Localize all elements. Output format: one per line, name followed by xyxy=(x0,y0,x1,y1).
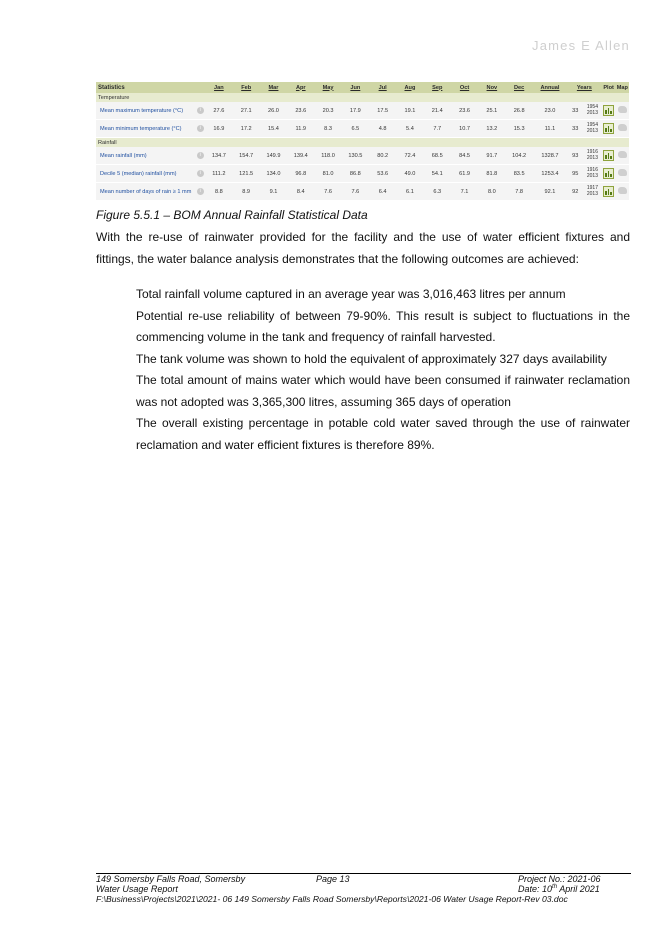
table-cell: 61.9 xyxy=(451,165,478,183)
list-item xyxy=(96,370,630,413)
years-count: 92 xyxy=(567,183,583,201)
table-cell: 53.6 xyxy=(369,165,396,183)
table-cell: 25.1 xyxy=(478,102,505,120)
table-cell: 7.6 xyxy=(342,183,369,201)
years-count: 95 xyxy=(567,165,583,183)
table-cell: 118.0 xyxy=(314,147,341,165)
table-cell: 20.3 xyxy=(314,102,341,120)
table-cell: 13.2 xyxy=(478,120,505,138)
intro-paragraph: With the re-use of rainwater provided for the facility and the use of water efficient fixtures and fittings, the water balance analysis demonstrates that the following outcomes are achieved: xyxy=(96,230,630,266)
range-end: 2013 xyxy=(586,127,598,134)
table-cell: 72.4 xyxy=(396,147,423,165)
table-title: Statistics xyxy=(98,84,125,91)
row-label-link[interactable]: Mean maximum temperature (°C) xyxy=(96,102,195,120)
table-cell: 80.2 xyxy=(369,147,396,165)
map-cell xyxy=(616,183,629,201)
table-cell: 86.8 xyxy=(342,165,369,183)
years-count: 93 xyxy=(567,147,583,165)
section-label: Temperature xyxy=(96,93,629,102)
table-cell: 27.1 xyxy=(233,102,260,120)
table-cell: 17.5 xyxy=(369,102,396,120)
footer-project-number: Project No.: 2021-06 xyxy=(518,874,601,884)
table-cell: 8.0 xyxy=(478,183,505,201)
table-cell: 96.8 xyxy=(287,165,314,183)
row-label-link[interactable]: Decile 5 (median) rainfall (mm) xyxy=(96,165,195,183)
month-header-sep[interactable]: Sep xyxy=(432,84,443,91)
footer-page-number: Page 13 xyxy=(316,874,350,884)
footer-date: Date: 10th April 2021 xyxy=(518,884,600,894)
info-icon[interactable]: i xyxy=(197,170,204,177)
table-cell: 23.6 xyxy=(451,102,478,120)
table-cell: 8.8 xyxy=(205,183,232,201)
table-cell: 21.4 xyxy=(424,102,451,120)
table-cell: 8.3 xyxy=(314,120,341,138)
plot-header: Plot xyxy=(603,84,614,91)
map-header: Map xyxy=(616,84,628,91)
list-item xyxy=(96,284,630,306)
bar-chart-icon[interactable] xyxy=(603,105,614,116)
bar-chart-icon[interactable] xyxy=(603,186,614,197)
month-header-oct[interactable]: Oct xyxy=(459,84,470,91)
info-cell xyxy=(195,165,205,183)
years-count: 33 xyxy=(567,120,583,138)
years-header[interactable]: Years xyxy=(576,84,592,91)
month-header-jan[interactable]: Jan xyxy=(214,84,224,91)
table-cell: 9.1 xyxy=(260,183,287,201)
row-label-link[interactable]: Mean minimum temperature (°C) xyxy=(96,120,195,138)
info-cell xyxy=(195,120,205,138)
figure-caption: Figure 5.5.1 – BOM Annual Rainfall Statistical Data xyxy=(96,208,368,222)
list-item-text: Potential re-use reliability of between 79-90%. This result is subject to fluctuations in the commencing volume in the tank and frequency of rainfall harvested. xyxy=(136,308,630,344)
range-start: 1916 xyxy=(586,149,598,155)
plot-cell xyxy=(602,183,616,201)
table-cell: 104.2 xyxy=(505,147,532,165)
list-item-text: The overall existing percentage in potable cold water saved through the use of rainwater reclamation and water efficient fixtures is therefore 89%. xyxy=(136,416,630,452)
table-cell: 49.0 xyxy=(396,165,423,183)
table-cell: 84.5 xyxy=(451,147,478,165)
bar-chart-icon[interactable] xyxy=(603,150,614,161)
row-label-link[interactable]: Mean number of days of rain ≥ 1 mm xyxy=(96,183,195,201)
table-cell: 121.5 xyxy=(233,165,260,183)
annual-value: 1328.7 xyxy=(533,147,567,165)
range-end: 2013 xyxy=(586,109,598,116)
table-cell: 17.2 xyxy=(233,120,260,138)
table-cell: 68.5 xyxy=(424,147,451,165)
plot-cell xyxy=(602,165,616,183)
info-icon[interactable]: i xyxy=(197,107,204,114)
plot-cell xyxy=(602,147,616,165)
range-start: 1954 xyxy=(586,104,598,110)
range-start: 1917 xyxy=(586,185,598,191)
table-cell: 6.4 xyxy=(369,183,396,201)
table-cell: 154.7 xyxy=(233,147,260,165)
range-end: 2013 xyxy=(586,172,598,179)
australia-map-icon[interactable] xyxy=(618,106,627,113)
table-row xyxy=(96,147,629,165)
table-cell: 5.4 xyxy=(396,120,423,138)
list-item xyxy=(96,306,630,349)
years-range xyxy=(583,120,601,138)
list-item xyxy=(96,413,630,456)
month-header-mar[interactable]: Mar xyxy=(268,84,279,91)
table-cell: 8.4 xyxy=(287,183,314,201)
australia-map-icon[interactable] xyxy=(618,151,627,158)
table-cell: 111.2 xyxy=(205,165,232,183)
month-header-apr[interactable]: Apr xyxy=(295,84,306,91)
table-cell: 54.1 xyxy=(424,165,451,183)
footer-address: 149 Somersby Falls Road, Somersby xyxy=(96,874,246,884)
australia-map-icon[interactable] xyxy=(618,169,627,176)
map-cell xyxy=(616,102,629,120)
table-section-row xyxy=(96,93,629,102)
table-cell: 16.9 xyxy=(205,120,232,138)
range-start: 1954 xyxy=(586,122,598,128)
map-cell xyxy=(616,165,629,183)
info-icon[interactable]: i xyxy=(197,152,204,159)
table-cell: 139.4 xyxy=(287,147,314,165)
table-cell: 81.0 xyxy=(314,165,341,183)
month-header-jul[interactable]: Jul xyxy=(378,84,387,91)
table-cell: 91.7 xyxy=(478,147,505,165)
table-cell: 6.1 xyxy=(396,183,423,201)
years-count: 33 xyxy=(567,102,583,120)
annual-value: 23.0 xyxy=(533,102,567,120)
table-cell: 19.1 xyxy=(396,102,423,120)
table-cell: 8.9 xyxy=(233,183,260,201)
list-item-text: Total rainfall volume captured in an average year was 3,016,463 litres per annum xyxy=(136,287,566,301)
table-row xyxy=(96,120,629,138)
map-cell xyxy=(616,120,629,138)
annual-value: 11.1 xyxy=(533,120,567,138)
plot-cell xyxy=(602,120,616,138)
table-cell: 15.4 xyxy=(260,120,287,138)
annual-value: 92.1 xyxy=(533,183,567,201)
month-header-dec[interactable]: Dec xyxy=(514,84,525,91)
table-cell: 81.8 xyxy=(478,165,505,183)
footer-report-title: Water Usage Report xyxy=(96,884,178,894)
table-row xyxy=(96,183,629,201)
section-label: Rainfall xyxy=(96,138,629,148)
list-item-text: The tank volume was shown to hold the equivalent of approximately 327 days availability xyxy=(136,351,607,366)
month-header-feb[interactable]: Feb xyxy=(241,84,252,91)
range-start: 1916 xyxy=(586,167,598,173)
table-cell: 26.0 xyxy=(260,102,287,120)
table-cell: 7.8 xyxy=(505,183,532,201)
month-header-aug[interactable]: Aug xyxy=(404,84,416,91)
years-range xyxy=(583,165,601,183)
footer-file-path: F:\Business\Projects\2021\2021- 06 149 Somersby Falls Road Somersby\Reports\2021-06 Water Usage Report-Rev 03.doc xyxy=(96,894,568,904)
list-item xyxy=(96,349,630,371)
table-cell: 6.3 xyxy=(424,183,451,201)
month-header-jun[interactable]: Jun xyxy=(350,84,361,91)
info-cell xyxy=(195,183,205,201)
table-cell: 26.8 xyxy=(505,102,532,120)
month-header-may[interactable]: May xyxy=(322,84,334,91)
australia-map-icon[interactable] xyxy=(618,187,627,194)
table-cell: 11.9 xyxy=(287,120,314,138)
info-cell xyxy=(195,102,205,120)
bar-chart-icon[interactable] xyxy=(603,123,614,134)
table-cell: 149.9 xyxy=(260,147,287,165)
table-cell: 130.5 xyxy=(342,147,369,165)
outcomes-list xyxy=(96,284,630,456)
years-range xyxy=(583,147,601,165)
table-cell: 10.7 xyxy=(451,120,478,138)
table-cell: 17.9 xyxy=(342,102,369,120)
table-cell: 7.6 xyxy=(314,183,341,201)
page-footer xyxy=(96,873,631,904)
info-icon[interactable]: i xyxy=(197,188,204,195)
table-header-row xyxy=(96,82,629,93)
table-section-row xyxy=(96,138,629,148)
list-item-text: The total amount of mains water which would have been consumed if rainwater reclamation was not adopted was 3,365,300 litres, assuming 365 days of operation xyxy=(136,373,630,409)
map-cell xyxy=(616,147,629,165)
rainfall-statistics-table xyxy=(96,82,629,201)
years-range xyxy=(583,102,601,120)
table-cell: 134.0 xyxy=(260,165,287,183)
table-cell: 23.6 xyxy=(287,102,314,120)
table-cell: 7.1 xyxy=(451,183,478,201)
annual-header[interactable]: Annual xyxy=(540,84,560,91)
info-icon[interactable]: i xyxy=(197,125,204,132)
table-row xyxy=(96,102,629,120)
month-header-nov[interactable]: Nov xyxy=(486,84,498,91)
info-cell xyxy=(195,147,205,165)
table-cell: 15.3 xyxy=(505,120,532,138)
row-label-link[interactable]: Mean rainfall (mm) xyxy=(96,147,195,165)
brand-logo: James E Allen xyxy=(532,38,630,53)
range-end: 2013 xyxy=(586,154,598,161)
table-cell: 134.7 xyxy=(205,147,232,165)
table-cell: 6.5 xyxy=(342,120,369,138)
annual-value: 1253.4 xyxy=(533,165,567,183)
table-cell: 4.8 xyxy=(369,120,396,138)
australia-map-icon[interactable] xyxy=(618,124,627,131)
table-cell: 83.5 xyxy=(505,165,532,183)
table-cell: 27.6 xyxy=(205,102,232,120)
table-row xyxy=(96,165,629,183)
plot-cell xyxy=(602,102,616,120)
years-range xyxy=(583,183,601,201)
table-cell: 7.7 xyxy=(424,120,451,138)
bar-chart-icon[interactable] xyxy=(603,168,614,179)
range-end: 2013 xyxy=(586,190,598,197)
